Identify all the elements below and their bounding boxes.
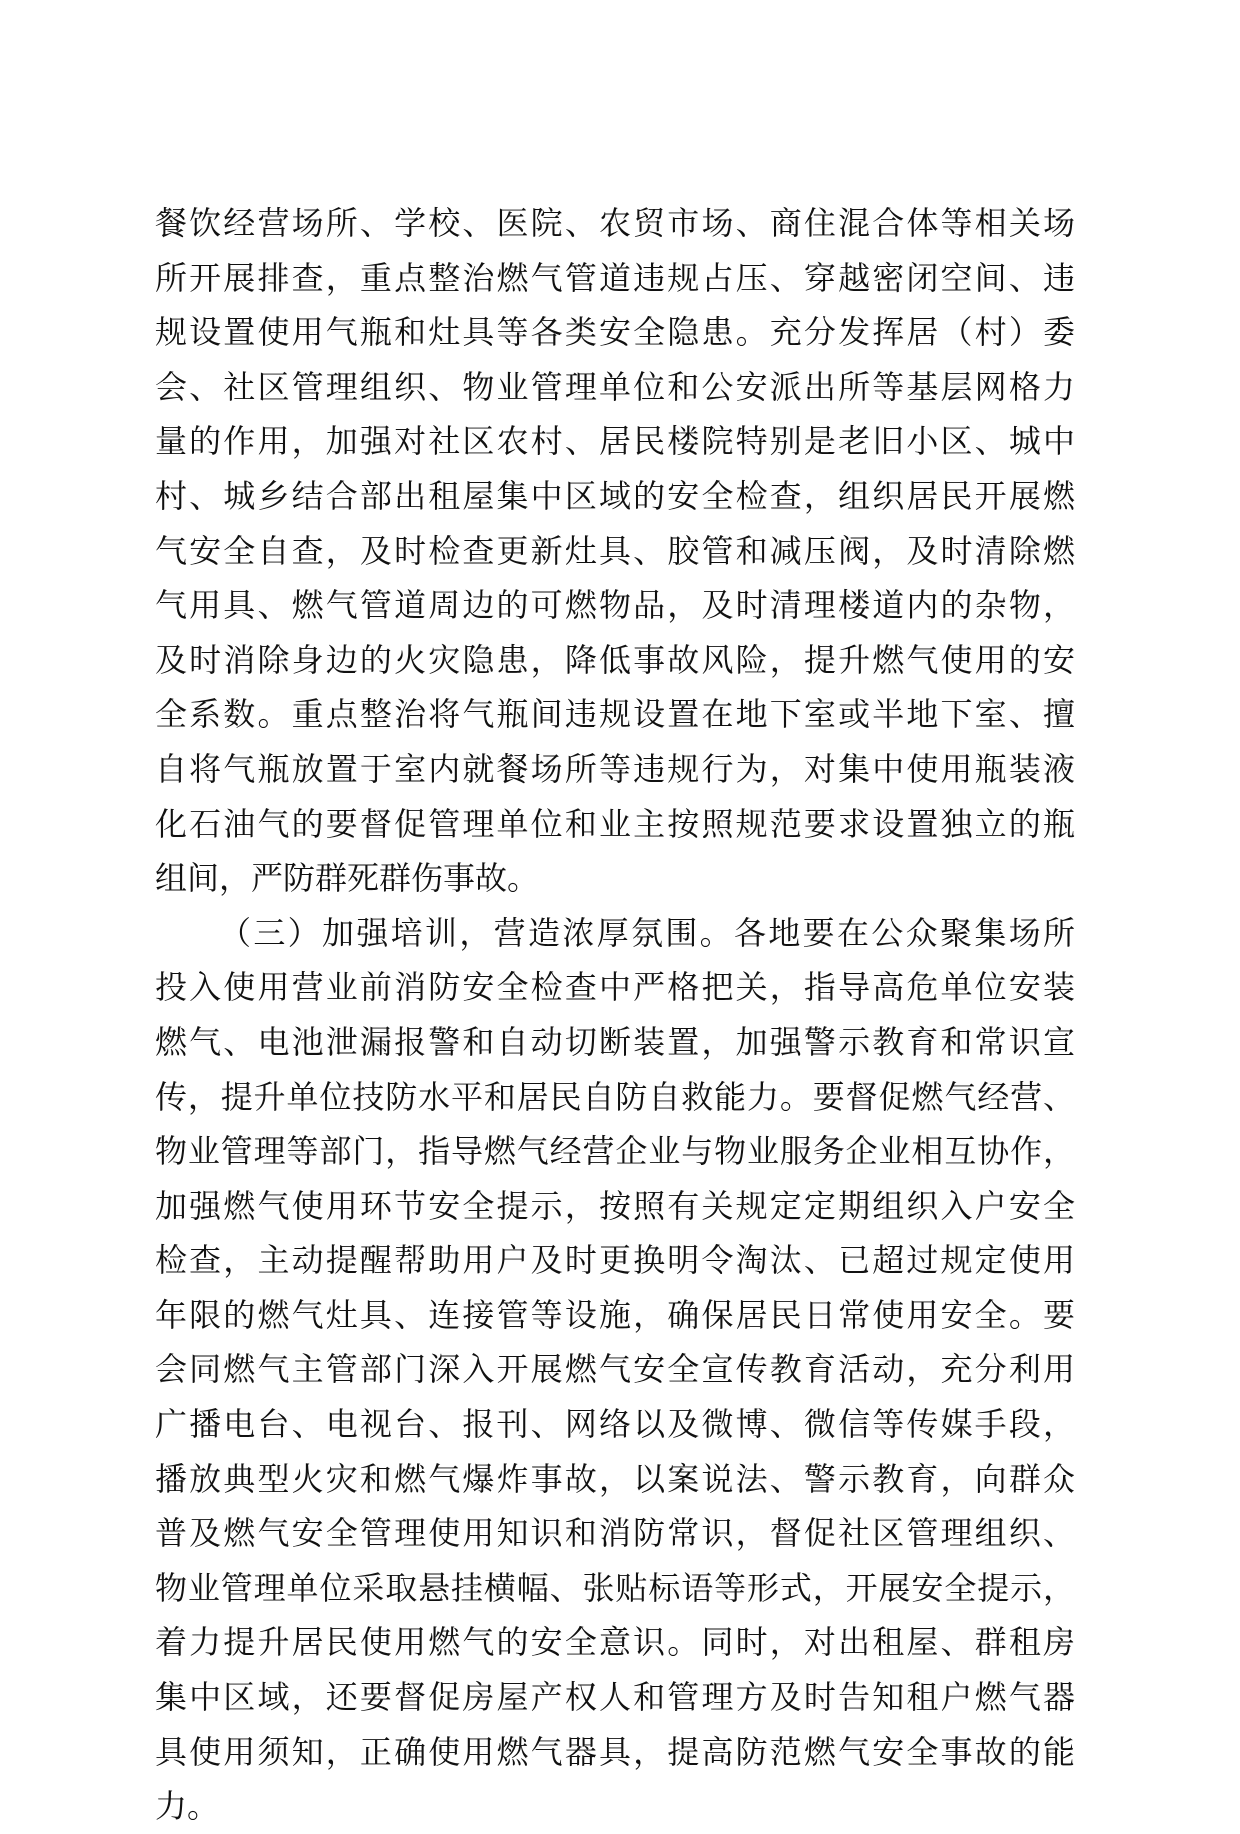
text-line: 量的作用，加强对社区农村、居民楼院特别是老旧小区、城中 (155, 422, 1075, 461)
text-line: 普及燃气安全管理使用知识和消防常识，督促社区管理组织、 (155, 1514, 1075, 1553)
text-line: 餐饮经营场所、学校、医院、农贸市场、商住混合体等相关场 (155, 204, 1075, 242)
text-line: 物业管理单位采取悬挂横幅、张贴标语等形式，开展安全提示， (155, 1568, 1075, 1607)
text-line: 会同燃气主管部门深入开展燃气安全宣传教育活动，充分利用 (155, 1350, 1075, 1389)
text-line: 加强燃气使用环节安全提示，按照有关规定定期组织入户安全 (155, 1186, 1075, 1225)
text-line: 化石油气的要督促管理单位和业主按照规范要求设置独立的瓶 (155, 804, 1075, 843)
text-line: 气安全自查，及时检查更新灶具、胶管和减压阀，及时清除燃 (155, 531, 1075, 570)
paragraph-last-line: 力。 (155, 1787, 220, 1826)
text-line: 播放典型火灾和燃气爆炸事故，以案说法、警示教育，向群众 (155, 1459, 1075, 1498)
text-line: 年限的燃气灶具、连接管等设施，确保居民日常使用安全。要 (155, 1295, 1075, 1334)
text-line: 会、社区管理组织、物业管理单位和公安派出所等基层网格力 (155, 367, 1075, 406)
text-line: 着力提升居民使用燃气的安全意识。同时，对出租屋、群租房 (155, 1623, 1075, 1662)
text-line: 传，提升单位技防水平和居民自防自救能力。要督促燃气经营、 (155, 1077, 1075, 1116)
text-line: 广播电台、电视台、报刊、网络以及微博、微信等传媒手段， (155, 1405, 1075, 1444)
text-line: 及时消除身边的火灾隐患，降低事故风险，提升燃气使用的安 (155, 640, 1075, 679)
text-line: 自将气瓶放置于室内就餐场所等违规行为，对集中使用瓶装液 (155, 749, 1075, 788)
section-heading-line: （三）加强培训，营造浓厚氛围。各地要在公众聚集场所 (219, 913, 1075, 952)
text-line: 具使用须知，正确使用燃气器具，提高防范燃气安全事故的能 (155, 1732, 1075, 1771)
text-line: 所开展排查，重点整治燃气管道违规占压、穿越密闭空间、违 (155, 258, 1075, 297)
text-line: 村、城乡结合部出租屋集中区域的安全检查，组织居民开展燃 (155, 476, 1075, 515)
body-text (155, 196, 1075, 1834)
text-line: 气用具、燃气管道周边的可燃物品，及时清理楼道内的杂物， (155, 586, 1075, 625)
paragraph-last-line: 组间，严防群死群伤事故。 (155, 859, 540, 898)
text-line: 检查，主动提醒帮助用户及时更换明令淘汰、已超过规定使用 (155, 1241, 1075, 1280)
text-line: 集中区域，还要督促房屋产权人和管理方及时告知租户燃气器 (155, 1678, 1075, 1717)
text-line: 燃气、电池泄漏报警和自动切断装置，加强警示教育和常识宣 (155, 1022, 1075, 1061)
text-line: 全系数。重点整治将气瓶间违规设置在地下室或半地下室、擅 (155, 695, 1075, 734)
text-line: 物业管理等部门，指导燃气经营企业与物业服务企业相互协作， (155, 1132, 1075, 1171)
text-line: 投入使用营业前消防安全检查中严格把关，指导高危单位安装 (155, 968, 1075, 1007)
text-line: 规设置使用气瓶和灶具等各类安全隐患。充分发挥居（村）委 (155, 313, 1075, 352)
